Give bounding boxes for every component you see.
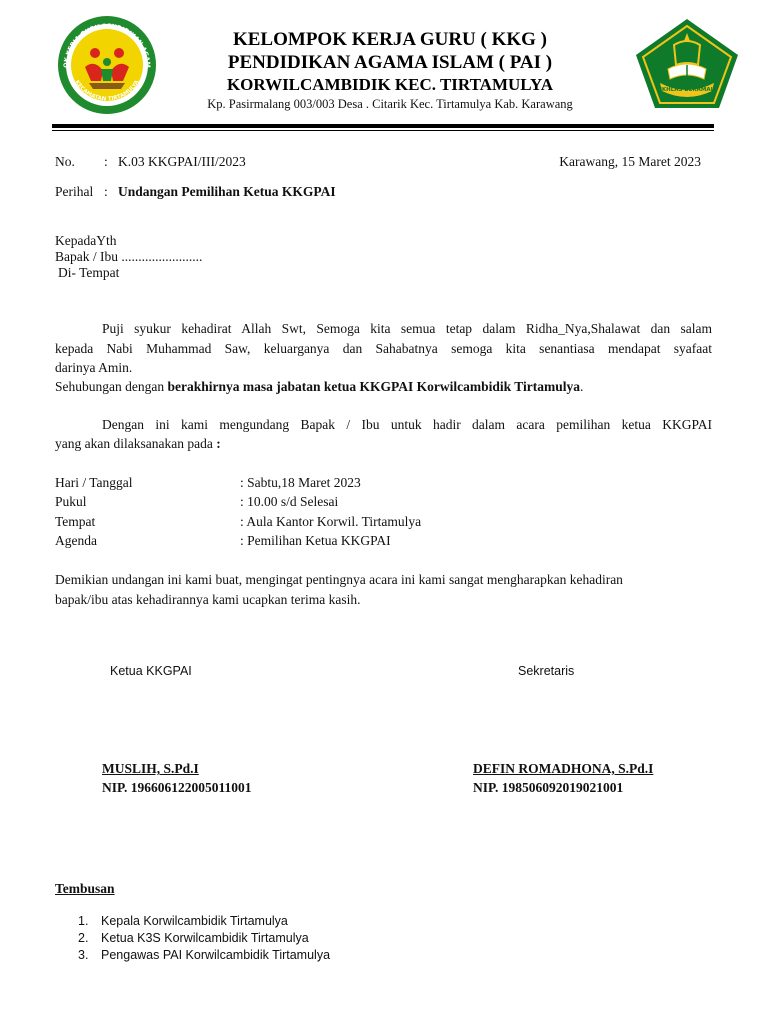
no-label: No.	[55, 154, 75, 169]
header-rule-thick	[52, 124, 714, 128]
body-p3-text: yang akan dilaksanakan pada	[55, 436, 217, 451]
recipient-name: Bapak / Ibu ........................	[55, 249, 203, 264]
cc-item-1-number: 1.	[78, 914, 89, 928]
detail-value-agenda: : Pemilihan Ketua KKGPAI	[240, 533, 391, 548]
detail-value-place: : Aula Kantor Korwil. Tirtamulya	[240, 514, 422, 529]
kemenag-motto-text: IKHLAS BERAMAL	[659, 87, 715, 93]
detail-value-day: : Sabtu,18 Maret 2023	[240, 475, 361, 490]
perihal-label: Perihal	[55, 184, 94, 199]
body-p2-prefix: Sehubungan dengan	[55, 379, 168, 394]
body-p1-line-2: kepada Nabi Muhammad Saw, keluarganya dan Sahabatnya semoga kita senantiasa mendapat syafaat	[55, 341, 712, 356]
cc-item-1-text: Kepala Korwilcambidik Tirtamulya	[101, 914, 288, 928]
kemenag-logo	[634, 17, 740, 110]
body-p3-line-1: Dengan ini kami mengundang Bapak / Ibu untuk hadir dalam acara pemilihan ketua KKGPAI	[102, 417, 712, 432]
no-separator: :	[104, 154, 108, 169]
perihal-separator: :	[104, 184, 108, 199]
body-p2	[55, 378, 583, 395]
cc-title: Tembusan	[55, 881, 115, 896]
signature-right-name: DEFIN ROMADHONA, S.Pd.I	[473, 761, 654, 776]
cc-item-3-text: Pengawas PAI Korwilcambidik Tirtamulya	[101, 948, 331, 962]
logo-left-text: OK KERJA GURU PENDIDIKAN AGAM	[62, 22, 152, 69]
body-p3-colon: :	[216, 436, 221, 451]
signature-left-name: MUSLIH, S.Pd.I	[102, 761, 199, 776]
letter-number: K.03 KKGPAI/III/2023	[118, 154, 246, 169]
header-line-2: PENDIDIKAN AGAMA ISLAM ( PAI )	[227, 52, 553, 73]
body-p1-line-1: Puji syukur kehadirat Allah Swt, Semoga kita semua tetap dalam Ridha_Nya,Shalawat dan salam	[102, 321, 712, 336]
detail-label-time: Pukul	[55, 494, 87, 509]
body-p3-line-2	[55, 435, 221, 452]
closing-line-2: bapak/ibu atas kehadirannya kami ucapkan terima kasih.	[55, 592, 361, 607]
header-line-1: KELOMPOK KERJA GURU ( KKG )	[232, 29, 548, 50]
detail-label-place: Tempat	[55, 514, 96, 529]
body-p1-line-3: darinya Amin.	[55, 360, 133, 375]
recipient-greeting: KepadaYth	[55, 233, 117, 248]
signature-left-title: Ketua KKGPAI	[110, 664, 192, 678]
detail-value-time: : 10.00 s/d Selesai	[240, 494, 339, 509]
header-address: Kp. Pasirmalang 003/003 Desa . Citarik Kec. Tirtamulya Kab. Karawang	[207, 97, 573, 111]
kkg-pai-logo	[55, 15, 159, 115]
signature-left-nip: NIP. 196606122005011001	[102, 780, 252, 795]
place-date: Karawang, 15 Maret 2023	[559, 154, 701, 169]
cc-item-2-number: 2.	[78, 931, 89, 945]
cc-item-2-text: Ketua K3S Korwilcambidik Tirtamulya	[101, 931, 309, 945]
cc-item-3-number: 3.	[78, 948, 89, 962]
closing-line-1: Demikian undangan ini kami buat, mengingat pentingnya acara ini kami sangat mengharapkan kehadiran	[55, 572, 623, 587]
detail-label-day: Hari / Tanggal	[55, 475, 133, 490]
header-rule-thin	[52, 130, 714, 131]
perihal-subject: Undangan Pemilihan Ketua KKGPAI	[118, 184, 336, 199]
signature-right-title: Sekretaris	[518, 664, 575, 678]
header-line-3: KORWILCAMBIDIK KEC. TIRTAMULYA	[226, 75, 554, 94]
body-p2-suffix: .	[580, 379, 584, 394]
recipient-place: Di- Tempat	[58, 265, 120, 280]
body-p2-bold: berakhirnya masa jabatan ketua KKGPAI Korwilcambidik Tirtamulya	[167, 379, 581, 394]
signature-right-nip: NIP. 198506092019021001	[473, 780, 624, 795]
detail-label-agenda: Agenda	[55, 533, 97, 548]
logo-left-bottom-text: KECAMATAN TIRTAMULYA	[73, 79, 141, 103]
